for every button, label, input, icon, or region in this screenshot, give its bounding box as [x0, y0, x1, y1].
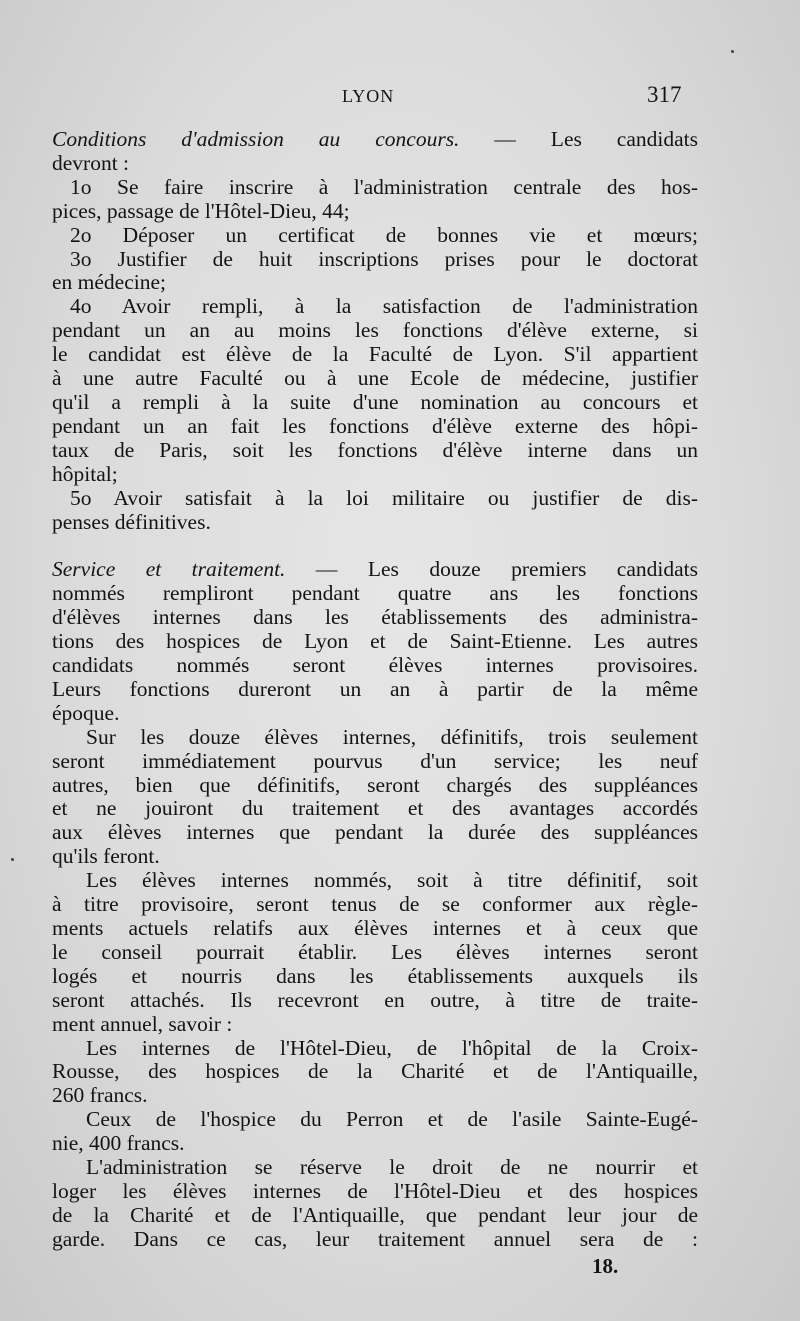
text-line: garde. Dans ce cas, leur traitement annuel sera de : — [52, 1226, 698, 1251]
signature-mark: 18. — [592, 1254, 619, 1278]
text-line: à une autre Faculté ou à une Ecole de médecine, justifier — [52, 366, 698, 391]
text-line: 1o Se faire inscrire à l'administration centrale des hos- — [70, 174, 698, 199]
text-line: L'administration se réserve le droit de ne nourrir et — [86, 1155, 698, 1180]
text-line: Les internes de l'Hôtel-Dieu, de l'hôpital de la Croix- — [86, 1035, 698, 1060]
text-line: 2o Déposer un certificat de bonnes vie et mœurs; — [70, 222, 698, 247]
text-line: ment annuel, savoir : — [52, 1011, 233, 1036]
page-header — [0, 82, 800, 116]
section-heading-service — [52, 558, 698, 582]
text-line: nie, 400 francs. — [52, 1131, 185, 1156]
text-line: 4o Avoir rempli, à la satisfaction de l'administration — [70, 294, 698, 319]
body-text — [52, 128, 698, 1252]
text-line: pices, passage de l'Hôtel-Dieu, 44; — [52, 198, 350, 223]
text-line: époque. — [52, 700, 120, 725]
text-line: Sur les douze élèves internes, définitifs, trois seulement — [86, 724, 698, 749]
text-line: le conseil pourrait établir. Les élèves internes seront — [52, 939, 698, 964]
text-line: loger les élèves internes de l'Hôtel-Dieu et des hospices — [52, 1178, 698, 1203]
text-line: devront : — [52, 150, 130, 175]
text-line: tions des hospices de Lyon et de Saint-Etienne. Les autres — [52, 629, 698, 654]
text-line: logés et nourris dans les établissements auxquels ils — [52, 963, 698, 988]
paragraph-gap — [52, 534, 698, 558]
text-line: Rousse, des hospices de la Charité et de l'Antiquaille, — [52, 1059, 698, 1084]
text-line: autres, bien que définitifs, seront chargés des suppléances — [52, 772, 698, 797]
text-line: qu'il a rempli à la suite d'une nomination au concours et — [52, 389, 698, 414]
text-line: candidats nommés seront élèves internes provisoires. — [52, 653, 698, 678]
page-number: 317 — [647, 82, 682, 107]
text-line: Les élèves internes nommés, soit à titre définitif, soit — [86, 868, 698, 893]
speck-mark — [731, 50, 734, 53]
text-line: nommés rempliront pendant quatre ans les fonctions — [52, 581, 698, 606]
text-line: seront attachés. Ils recevront en outre, à titre de traite- — [52, 987, 698, 1012]
section-title-rest: — Les candidats — [459, 127, 698, 151]
text-line: aux élèves internes que pendant la durée des suppléances — [52, 820, 698, 845]
text-line: en médecine; — [52, 270, 167, 295]
text-line: Ceux de l'hospice du Perron et de l'asile Sainte-Eugé- — [86, 1107, 698, 1132]
text-line: de la Charité et de l'Antiquaille, que pendant leur jour de — [52, 1202, 698, 1227]
running-head: LYON — [342, 86, 395, 106]
text-line: 3o Justifier de huit inscriptions prises pour le doctorat — [70, 246, 698, 271]
text-line: penses définitives. — [52, 509, 211, 534]
section-title: Service et traitement. — [52, 557, 286, 582]
text-line: 5o Avoir satisfait à la loi militaire ou justifier de dis- — [70, 485, 698, 510]
text-line: pendant un an au moins les fonctions d'élève externe, si — [52, 318, 698, 343]
text-line: le candidat est élève de la Faculté de Lyon. S'il appartient — [52, 342, 698, 367]
text-line: et ne jouiront du traitement et des avantages accordés — [52, 796, 698, 821]
text-line: à titre provisoire, seront tenus de se conformer aux règle- — [52, 892, 698, 917]
text-line: qu'ils feront. — [52, 844, 160, 869]
text-line: d'élèves internes dans les établissements des administra- — [52, 605, 698, 630]
text-line: Leurs fonctions dureront un an à partir de la même — [52, 676, 698, 701]
text-line: ments actuels relatifs aux élèves internes et à ceux que — [52, 916, 698, 940]
speck-mark — [11, 858, 14, 861]
section-title: Conditions d'admission au concours. — [52, 127, 460, 151]
text-line: 260 francs. — [52, 1083, 148, 1108]
text-line: seront immédiatement pourvus d'un service; les neuf — [52, 748, 698, 773]
text-line: hôpital; — [52, 461, 118, 486]
text-line: pendant un an fait les fonctions d'élève externe des hôpi- — [52, 413, 698, 438]
text-line: taux de Paris, soit les fonctions d'élève interne dans un — [52, 437, 698, 462]
section-title-rest: — Les douze premiers candidats — [285, 557, 698, 582]
section-heading-conditions — [52, 128, 698, 152]
